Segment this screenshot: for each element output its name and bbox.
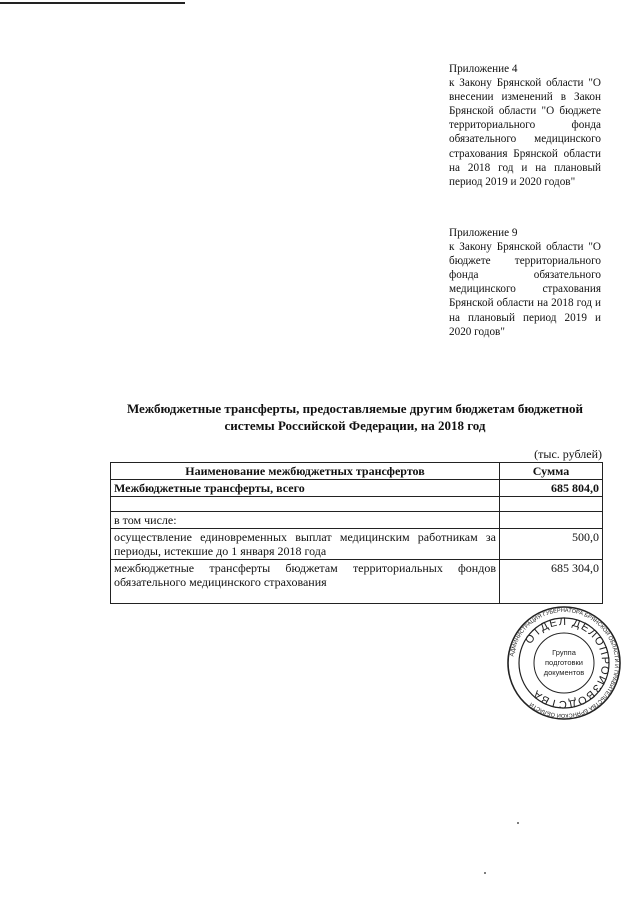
- stamp-inner-ring-text: ОТДЕЛ ДЕЛОПРОИЗВОДСТВА: [523, 615, 612, 711]
- annex-9-body: к Закону Брянской области "О бюджете территориального фонда обязательного медицинского страхования Брянской области на 2018 год и на плановый период 2019 и 2020 годов": [449, 241, 601, 338]
- total-name: Межбюджетные трансферты, всего: [111, 480, 500, 497]
- annex-4-body: к Закону Брянской области "О внесении изменений в Закон Брянской области "О бюджете территориального фонда обязательного медицинского страхования Брянской области на 2018 год и на плановый период 2019 и 2020 годов": [449, 77, 601, 188]
- stamp-center-line-2: подготовки: [545, 658, 583, 667]
- annex-4-title: Приложение 4: [449, 63, 518, 75]
- including-label: в том числе:: [111, 512, 500, 529]
- row-1-name: осуществление единовременных выплат медицинским работникам за периоды, истекшие до 1 января 2018 года: [111, 529, 500, 560]
- table-row-spacer: [111, 497, 603, 512]
- table-row-including: [111, 512, 603, 529]
- row-2-name: межбюджетные трансферты бюджетам территориальных фондов обязательного медицинского страхования: [111, 560, 500, 604]
- including-amount: [500, 512, 603, 529]
- transfers-table: [110, 462, 603, 604]
- header-name: Наименование межбюджетных трансфертов: [111, 463, 500, 480]
- spacer-cell: [500, 497, 603, 512]
- top-rule: [0, 2, 185, 4]
- header-amount: Сумма: [500, 463, 603, 480]
- table-row-total: [111, 480, 603, 497]
- table-row: [111, 560, 603, 604]
- stamp-center-line-1: Группа: [552, 648, 576, 657]
- units-label: (тыс. рублей): [534, 447, 602, 461]
- document-heading: Межбюджетные трансферты, предоставляемые другим бюджетам бюджетной системы Российской Федерации, на 2018 год: [126, 401, 584, 433]
- scan-speck: [484, 872, 486, 874]
- spacer-cell: [111, 497, 500, 512]
- annex-4-block: [449, 62, 601, 189]
- table-header-row: [111, 463, 603, 480]
- annex-9-block: [449, 226, 601, 339]
- stamp-center-line-3: документов: [543, 668, 585, 677]
- office-stamp: [506, 605, 622, 721]
- row-1-amount: 500,0: [500, 529, 603, 560]
- row-2-amount: 685 304,0: [500, 560, 603, 604]
- scan-speck: [517, 822, 519, 824]
- annex-9-title: Приложение 9: [449, 227, 518, 239]
- stamp-outer-ring-text: АДМИНИСТРАЦИЯ ГУБЕРНАТОРА БРЯНСКОЙ ОБЛАСТИ И ПРАВИТЕЛЬСТВА БРЯНСКОЙ ОБЛАСТИ: [509, 607, 620, 719]
- table-row: [111, 529, 603, 560]
- total-amount: 685 804,0: [500, 480, 603, 497]
